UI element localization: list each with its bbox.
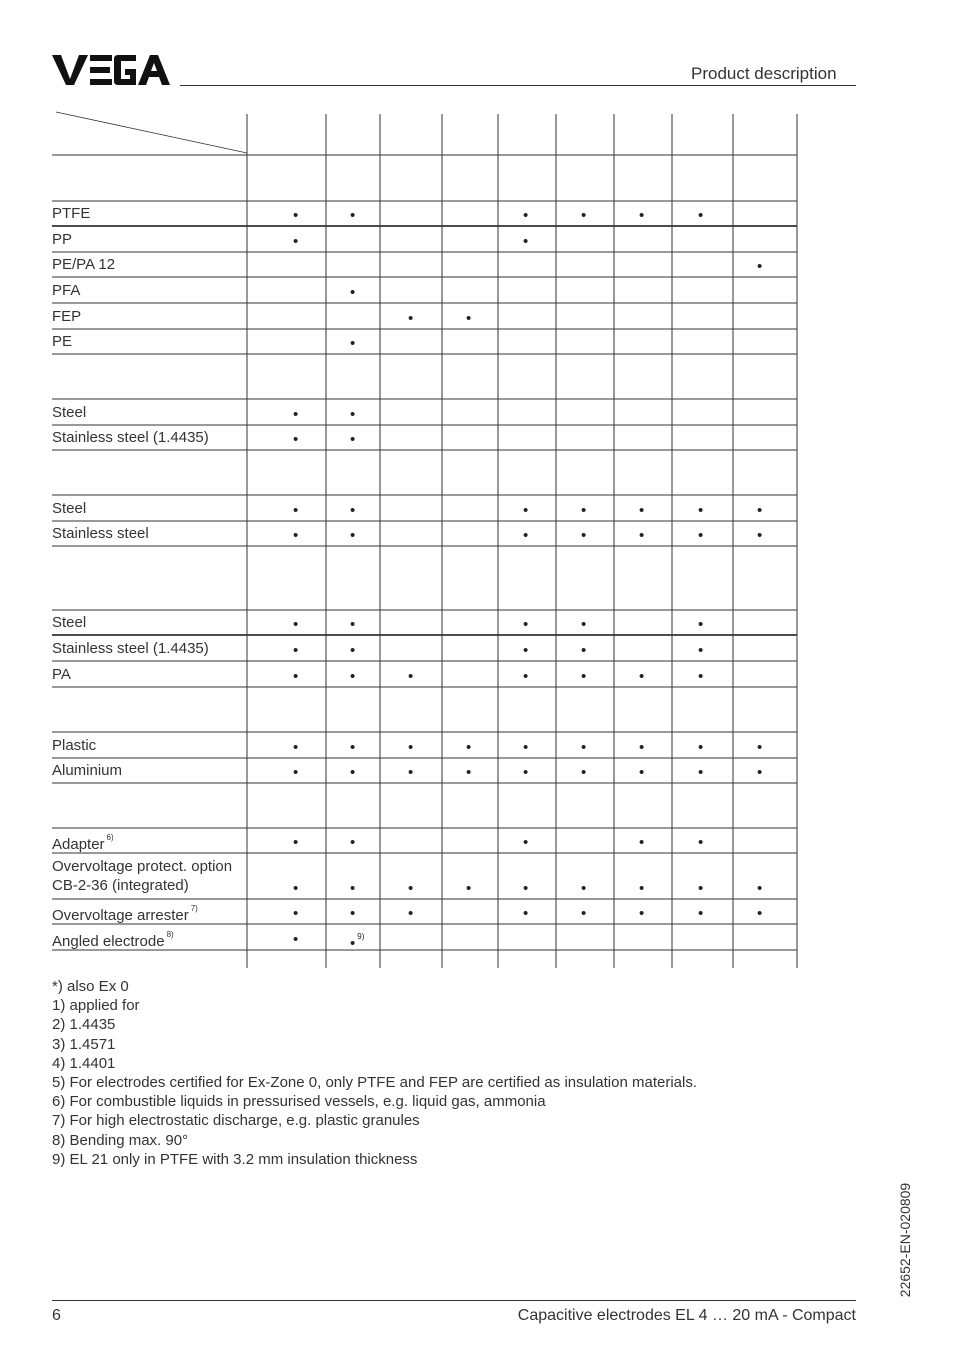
row-label-text: Stainless steel — [52, 525, 149, 542]
availability-mark: • — [639, 527, 645, 544]
availability-mark: • — [350, 406, 356, 423]
availability-mark: • — [523, 764, 529, 781]
availability-mark: • — [523, 834, 529, 851]
row-label — [52, 761, 122, 780]
row-label — [52, 230, 72, 249]
header-rule — [180, 85, 856, 86]
availability-mark: • — [350, 335, 356, 352]
availability-mark: • — [639, 207, 645, 224]
footer-rule — [52, 1300, 856, 1301]
availability-mark: • — [523, 880, 529, 897]
row-label — [52, 665, 71, 684]
row-label — [52, 524, 149, 543]
availability-mark: • — [581, 905, 587, 922]
row-label-text: Stainless steel (1.4435) — [52, 640, 209, 657]
footnote-item: 2) 1.4435 — [52, 1016, 116, 1034]
row-label — [52, 403, 86, 422]
availability-mark: • — [698, 905, 704, 922]
availability-mark: • — [293, 642, 299, 659]
availability-mark: • — [639, 668, 645, 685]
footnote-item: 8) Bending max. 90° — [52, 1131, 189, 1149]
row-label-line: CB-2-36 (integrated) — [52, 877, 189, 894]
availability-mark: • — [466, 310, 472, 327]
availability-mark: • — [523, 616, 529, 633]
row-label-text: PE — [52, 333, 73, 350]
row-label-text: Angled electrode — [52, 933, 165, 950]
availability-mark: • — [639, 905, 645, 922]
availability-mark: • — [639, 502, 645, 519]
availability-mark: • — [350, 527, 356, 544]
availability-mark: • — [581, 616, 587, 633]
availability-mark: • — [757, 739, 763, 756]
availability-mark: • — [523, 502, 529, 519]
document-code: 22652-EN-020809 — [897, 1182, 913, 1298]
row-label — [52, 307, 81, 326]
availability-mark: • — [350, 880, 356, 897]
row-label — [52, 255, 115, 274]
availability-mark: • — [293, 764, 299, 781]
footnote-item: 1) applied for — [52, 997, 140, 1015]
row-label — [52, 332, 72, 351]
availability-mark: • — [757, 527, 763, 544]
row-label-line: Overvoltage protect. option — [52, 858, 233, 875]
section-title: Product description — [691, 64, 837, 83]
availability-mark: • — [350, 668, 356, 685]
availability-mark: • — [350, 502, 356, 519]
availability-mark: • — [757, 502, 763, 519]
availability-mark: • — [408, 764, 414, 781]
availability-mark: • — [698, 880, 704, 897]
row-footnote-ref: 6) — [106, 833, 114, 842]
row-label — [52, 857, 232, 895]
availability-mark: • $^{9)}$ — [350, 932, 365, 952]
availability-mark: • — [698, 739, 704, 756]
availability-mark: • — [581, 527, 587, 544]
availability-mark: • — [350, 764, 356, 781]
row-label — [52, 428, 209, 447]
row-label-text: Overvoltage arrester — [52, 907, 189, 924]
availability-mark: • — [581, 739, 587, 756]
availability-mark: • — [581, 764, 587, 781]
row-label-text: Steel — [52, 500, 87, 517]
availability-mark: • — [523, 233, 529, 250]
availability-mark: • — [293, 616, 299, 633]
availability-mark: • — [293, 431, 299, 448]
footnotes — [52, 977, 697, 1169]
availability-mark: • — [698, 764, 704, 781]
availability-mark: • — [293, 668, 299, 685]
availability-mark: • — [293, 406, 299, 423]
row-label-text: Steel — [52, 614, 87, 631]
mark-footnote-ref: 9) — [357, 932, 365, 941]
availability-mark: • — [350, 834, 356, 851]
availability-mark: • — [523, 642, 529, 659]
availability-mark: • — [293, 739, 299, 756]
availability-mark: • — [523, 668, 529, 685]
availability-mark: • — [466, 764, 472, 781]
availability-mark: • — [698, 642, 704, 659]
availability-mark: • — [757, 258, 763, 275]
row-label-text: PTFE — [52, 205, 91, 222]
availability-mark: • — [639, 880, 645, 897]
row-label-text: Adapter — [52, 836, 105, 853]
availability-mark: • — [639, 739, 645, 756]
availability-mark: • — [698, 668, 704, 685]
availability-mark: • — [408, 310, 414, 327]
row-label — [52, 736, 96, 755]
availability-mark: • — [293, 502, 299, 519]
page-number: 6 — [52, 1307, 61, 1324]
availability-mark: • — [293, 207, 299, 224]
footnote-item: 6) For combustible liquids in pressurised vessels, e.g. liquid gas, ammonia — [52, 1093, 546, 1111]
footnote-item: 7) For high electrostatic discharge, e.g. plastic granules — [52, 1112, 420, 1130]
availability-mark: • — [639, 764, 645, 781]
availability-mark: • — [408, 739, 414, 756]
availability-mark: • — [350, 431, 356, 448]
row-label — [52, 831, 114, 854]
row-label-text: Steel — [52, 404, 87, 421]
availability-mark: • — [698, 502, 704, 519]
row-label — [52, 639, 209, 658]
availability-mark: • — [757, 764, 763, 781]
availability-mark: • — [293, 527, 299, 544]
availability-mark: • — [698, 834, 704, 851]
availability-mark: • — [639, 834, 645, 851]
row-footnote-ref: 8) — [166, 930, 174, 939]
availability-mark: • — [523, 207, 529, 224]
row-label — [52, 499, 86, 518]
vega-logo — [52, 53, 172, 87]
availability-mark: • — [293, 905, 299, 922]
availability-mark: • — [698, 527, 704, 544]
row-label-text: PFA — [52, 282, 81, 299]
availability-mark: • — [523, 905, 529, 922]
availability-mark: • — [350, 207, 356, 224]
footnote-item: 4) 1.4401 — [52, 1054, 116, 1072]
row-label — [52, 281, 80, 300]
document-title: Capacitive electrodes EL 4 … 20 mA - Compact — [517, 1307, 856, 1324]
availability-mark: • — [350, 642, 356, 659]
footnote-item: 3) 1.4571 — [52, 1035, 116, 1053]
row-label — [52, 204, 90, 223]
footnote-item: *) also Ex 0 — [52, 978, 129, 995]
availability-mark: • — [698, 616, 704, 633]
availability-mark: • — [350, 905, 356, 922]
availability-mark: • — [408, 880, 414, 897]
row-label-text: Aluminium — [52, 762, 123, 779]
availability-mark: • — [408, 905, 414, 922]
availability-mark: • — [581, 207, 587, 224]
row-label — [52, 902, 198, 925]
availability-mark: • — [523, 739, 529, 756]
row-label-text: PA — [52, 666, 71, 683]
availability-mark: • — [466, 739, 472, 756]
row-label-text: PP — [52, 231, 73, 248]
availability-mark: • — [293, 233, 299, 250]
row-label-text: Stainless steel (1.4435) — [52, 429, 209, 446]
row-label-text: FEP — [52, 308, 82, 325]
header-diagonal — [56, 112, 247, 153]
availability-mark: • — [293, 880, 299, 897]
availability-mark: • — [293, 931, 299, 948]
availability-mark: • — [293, 834, 299, 851]
availability-mark: • — [350, 739, 356, 756]
availability-mark: • — [466, 880, 472, 897]
footnote-item: 9) EL 21 only in PTFE with 3.2 mm insulation thickness — [52, 1150, 418, 1168]
availability-mark: • — [581, 502, 587, 519]
availability-mark: • — [698, 207, 704, 224]
availability-mark: • — [581, 880, 587, 897]
row-label-text: Plastic — [52, 737, 97, 754]
availability-mark: • — [757, 905, 763, 922]
availability-mark: • — [408, 668, 414, 685]
row-label — [52, 613, 86, 632]
availability-mark: • — [350, 616, 356, 633]
row-footnote-ref: 7) — [190, 904, 198, 913]
availability-mark: • — [581, 642, 587, 659]
availability-mark: • — [523, 527, 529, 544]
row-label-text: PE/PA 12 — [52, 256, 116, 273]
availability-mark: • — [581, 668, 587, 685]
row-label — [52, 928, 174, 951]
footnote-item: 5) For electrodes certified for Ex-Zone 0, only PTFE and FEP are certified as insulation materials. — [52, 1074, 697, 1092]
availability-mark: • — [350, 284, 356, 301]
availability-mark: • — [757, 880, 763, 897]
